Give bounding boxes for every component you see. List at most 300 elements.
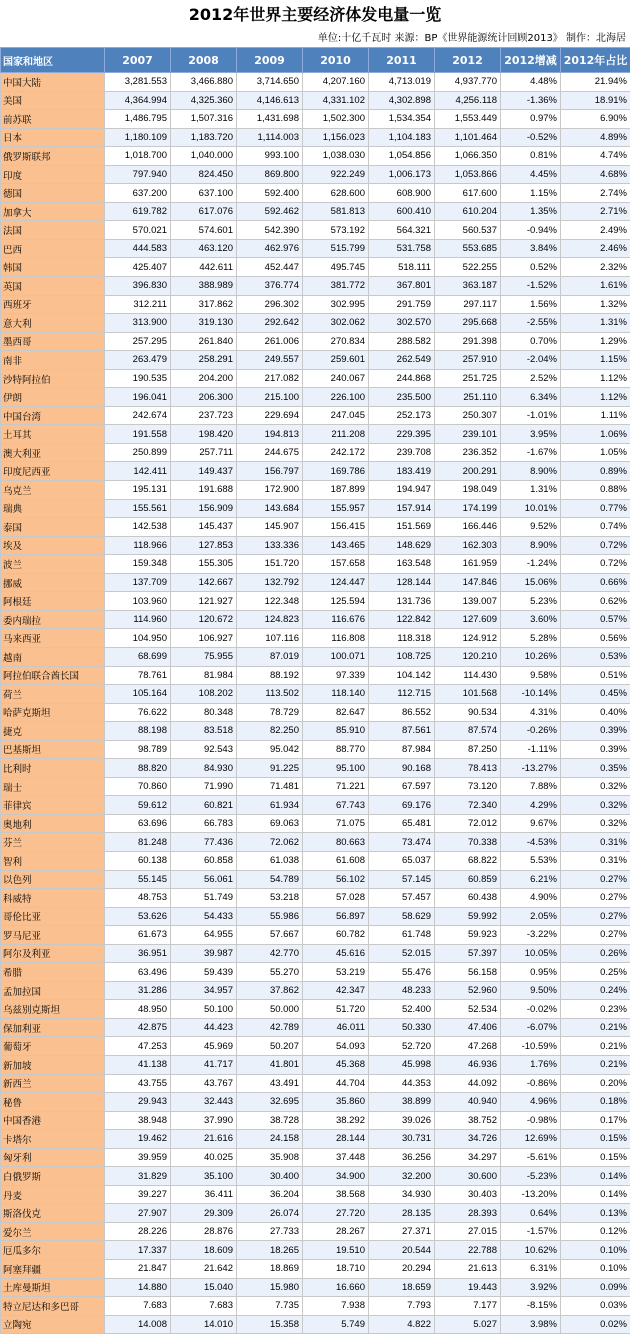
table-row — [1, 1130, 630, 1149]
country-cell: 加拿大 — [1, 202, 105, 221]
value-2008: 28.876 — [171, 1222, 237, 1241]
table-row — [1, 833, 630, 852]
value-2007: 98.789 — [105, 740, 171, 759]
value-2007: 19.462 — [105, 1130, 171, 1149]
change-2012: -0.86% — [501, 1074, 561, 1093]
value-2011: 302.570 — [369, 314, 435, 333]
value-2007: 797.940 — [105, 165, 171, 184]
value-2011: 1,104.183 — [369, 128, 435, 147]
value-2011: 65.481 — [369, 814, 435, 833]
country-cell: 巴基斯坦 — [1, 740, 105, 759]
value-2007: 29.943 — [105, 1093, 171, 1112]
value-2007: 104.950 — [105, 629, 171, 648]
table-row — [1, 1260, 630, 1279]
table-row — [1, 1278, 630, 1297]
value-2011: 50.330 — [369, 1018, 435, 1037]
value-2012: 59.992 — [435, 907, 501, 926]
value-2009: 42.789 — [237, 1018, 303, 1037]
value-2009: 172.900 — [237, 481, 303, 500]
value-2009: 1,114.003 — [237, 128, 303, 147]
share-2012: 0.21% — [561, 1018, 630, 1037]
value-2009: 42.770 — [237, 944, 303, 963]
value-2011: 7.793 — [369, 1297, 435, 1316]
change-2012: 1.35% — [501, 202, 561, 221]
table-row — [1, 277, 630, 296]
country-cell: 沙特阿拉伯 — [1, 369, 105, 388]
share-2012: 0.35% — [561, 759, 630, 778]
value-2011: 36.256 — [369, 1148, 435, 1167]
value-2007: 1,180.109 — [105, 128, 171, 147]
value-2011: 32.200 — [369, 1167, 435, 1186]
change-2012: 5.53% — [501, 851, 561, 870]
change-2012: -1.57% — [501, 1222, 561, 1241]
country-cell: 荷兰 — [1, 685, 105, 704]
country-cell: 乌克兰 — [1, 481, 105, 500]
value-2010: 381.772 — [303, 277, 369, 296]
value-2008: 106.927 — [171, 629, 237, 648]
table-row — [1, 1204, 630, 1223]
value-2012: 46.936 — [435, 1055, 501, 1074]
share-2012: 0.27% — [561, 907, 630, 926]
country-cell: 保加利亚 — [1, 1018, 105, 1037]
value-2007: 637.200 — [105, 184, 171, 203]
share-2012: 0.32% — [561, 796, 630, 815]
value-2012: 60.859 — [435, 870, 501, 889]
value-2007: 81.248 — [105, 833, 171, 852]
value-2010: 5.749 — [303, 1315, 369, 1334]
value-2009: 3,714.650 — [237, 73, 303, 92]
value-2008: 198.420 — [171, 425, 237, 444]
value-2007: 103.960 — [105, 592, 171, 611]
value-2008: 261.840 — [171, 332, 237, 351]
change-2012: -1.52% — [501, 277, 561, 296]
value-2012: 7.177 — [435, 1297, 501, 1316]
value-2010: 302.062 — [303, 314, 369, 333]
value-2007: 36.951 — [105, 944, 171, 963]
value-2011: 34.930 — [369, 1185, 435, 1204]
share-2012: 0.13% — [561, 1204, 630, 1223]
table-row — [1, 258, 630, 277]
value-2012: 68.822 — [435, 851, 501, 870]
country-cell: 白俄罗斯 — [1, 1167, 105, 1186]
value-2008: 4,325.360 — [171, 91, 237, 110]
share-2012: 2.71% — [561, 202, 630, 221]
value-2012: 200.291 — [435, 462, 501, 481]
value-2007: 63.696 — [105, 814, 171, 833]
value-2008: 51.749 — [171, 889, 237, 908]
value-2010: 573.192 — [303, 221, 369, 240]
value-2010: 53.219 — [303, 963, 369, 982]
country-cell: 罗马尼亚 — [1, 926, 105, 945]
share-2012: 0.18% — [561, 1093, 630, 1112]
value-2008: 84.930 — [171, 759, 237, 778]
value-2008: 81.984 — [171, 666, 237, 685]
country-cell: 奥地利 — [1, 814, 105, 833]
change-2012: -1.11% — [501, 740, 561, 759]
table-row — [1, 1185, 630, 1204]
value-2009: 88.192 — [237, 666, 303, 685]
country-cell: 阿塞拜疆 — [1, 1260, 105, 1279]
country-cell: 乌兹别克斯坦 — [1, 1000, 105, 1019]
value-2007: 425.407 — [105, 258, 171, 277]
value-2007: 196.041 — [105, 388, 171, 407]
value-2011: 112.715 — [369, 685, 435, 704]
share-2012: 0.09% — [561, 1278, 630, 1297]
value-2009: 869.800 — [237, 165, 303, 184]
value-2008: 45.969 — [171, 1037, 237, 1056]
country-cell: 孟加拉国 — [1, 981, 105, 1000]
change-2012: 6.34% — [501, 388, 561, 407]
value-2007: 39.227 — [105, 1185, 171, 1204]
value-2011: 39.026 — [369, 1111, 435, 1130]
value-2008: 60.858 — [171, 851, 237, 870]
value-2009: 151.720 — [237, 555, 303, 574]
share-2012: 0.56% — [561, 629, 630, 648]
country-cell: 伊朗 — [1, 388, 105, 407]
share-2012: 0.89% — [561, 462, 630, 481]
value-2009: 132.792 — [237, 573, 303, 592]
value-2007: 444.583 — [105, 239, 171, 258]
value-2010: 97.339 — [303, 666, 369, 685]
table-row — [1, 666, 630, 685]
value-2011: 20.294 — [369, 1260, 435, 1279]
value-2007: 619.782 — [105, 202, 171, 221]
value-2008: 127.853 — [171, 536, 237, 555]
value-2012: 250.307 — [435, 406, 501, 425]
value-2007: 105.164 — [105, 685, 171, 704]
table-row — [1, 629, 630, 648]
value-2011: 20.544 — [369, 1241, 435, 1260]
table-row — [1, 406, 630, 425]
change-2012: -13.27% — [501, 759, 561, 778]
change-2012: -0.94% — [501, 221, 561, 240]
share-2012: 2.46% — [561, 239, 630, 258]
value-2012: 101.568 — [435, 685, 501, 704]
value-2008: 64.955 — [171, 926, 237, 945]
electricity-table — [0, 47, 630, 1334]
table-row — [1, 369, 630, 388]
value-2008: 142.667 — [171, 573, 237, 592]
value-2008: 1,507.316 — [171, 110, 237, 129]
value-2009: 124.823 — [237, 610, 303, 629]
change-2012: 5.23% — [501, 592, 561, 611]
country-cell: 波兰 — [1, 555, 105, 574]
value-2011: 104.142 — [369, 666, 435, 685]
value-2008: 77.436 — [171, 833, 237, 852]
table-row — [1, 592, 630, 611]
country-cell: 特立尼达和多巴哥 — [1, 1297, 105, 1316]
share-2012: 0.32% — [561, 814, 630, 833]
value-2007: 38.948 — [105, 1111, 171, 1130]
value-2011: 229.395 — [369, 425, 435, 444]
value-2009: 15.358 — [237, 1315, 303, 1334]
value-2010: 38.568 — [303, 1185, 369, 1204]
value-2009: 27.733 — [237, 1222, 303, 1241]
share-2012: 0.14% — [561, 1167, 630, 1186]
value-2010: 922.249 — [303, 165, 369, 184]
value-2010: 581.813 — [303, 202, 369, 221]
table-row — [1, 1167, 630, 1186]
country-cell: 德国 — [1, 184, 105, 203]
country-cell: 俄罗斯联邦 — [1, 147, 105, 166]
value-2009: 53.218 — [237, 889, 303, 908]
value-2010: 46.011 — [303, 1018, 369, 1037]
value-2009: 4,146.613 — [237, 91, 303, 110]
country-cell: 菲律宾 — [1, 796, 105, 815]
country-cell: 瑞士 — [1, 777, 105, 796]
value-2012: 22.788 — [435, 1241, 501, 1260]
value-2008: 574.601 — [171, 221, 237, 240]
value-2011: 52.400 — [369, 1000, 435, 1019]
value-2008: 1,040.000 — [171, 147, 237, 166]
value-2011: 291.759 — [369, 295, 435, 314]
value-2012: 139.007 — [435, 592, 501, 611]
value-2008: 43.767 — [171, 1074, 237, 1093]
table-row — [1, 889, 630, 908]
value-2012: 251.725 — [435, 369, 501, 388]
table-row — [1, 128, 630, 147]
value-2012: 52.960 — [435, 981, 501, 1000]
value-2011: 4,713.019 — [369, 73, 435, 92]
country-cell: 印度尼西亚 — [1, 462, 105, 481]
value-2009: 107.116 — [237, 629, 303, 648]
value-2007: 7.683 — [105, 1297, 171, 1316]
value-2011: 183.419 — [369, 462, 435, 481]
share-2012: 0.57% — [561, 610, 630, 629]
value-2007: 21.847 — [105, 1260, 171, 1279]
share-2012: 4.89% — [561, 128, 630, 147]
value-2010: 125.594 — [303, 592, 369, 611]
country-cell: 印度 — [1, 165, 105, 184]
value-2008: 191.688 — [171, 481, 237, 500]
share-2012: 0.77% — [561, 499, 630, 518]
value-2008: 3,466.880 — [171, 73, 237, 92]
value-2008: 319.130 — [171, 314, 237, 333]
value-2012: 251.110 — [435, 388, 501, 407]
value-2009: 41.801 — [237, 1055, 303, 1074]
value-2007: 142.538 — [105, 518, 171, 537]
value-2010: 628.600 — [303, 184, 369, 203]
share-2012: 4.74% — [561, 147, 630, 166]
country-cell: 挪威 — [1, 573, 105, 592]
value-2007: 55.145 — [105, 870, 171, 889]
header-2010: 2010 — [303, 48, 369, 73]
change-2012: 8.90% — [501, 462, 561, 481]
change-2012: 9.67% — [501, 814, 561, 833]
value-2010: 71.075 — [303, 814, 369, 833]
value-2011: 128.144 — [369, 573, 435, 592]
value-2011: 55.476 — [369, 963, 435, 982]
share-2012: 0.12% — [561, 1222, 630, 1241]
share-2012: 2.49% — [561, 221, 630, 240]
value-2008: 15.040 — [171, 1278, 237, 1297]
value-2010: 80.663 — [303, 833, 369, 852]
value-2011: 90.168 — [369, 759, 435, 778]
value-2009: 217.082 — [237, 369, 303, 388]
value-2009: 32.695 — [237, 1093, 303, 1112]
value-2011: 4.822 — [369, 1315, 435, 1334]
share-2012: 1.11% — [561, 406, 630, 425]
page-subtitle: 单位:十亿千瓦时 来源：BP《世界能源统计回顾2013》 制作：北海居 — [0, 30, 630, 47]
value-2012: 57.397 — [435, 944, 501, 963]
change-2012: -10.59% — [501, 1037, 561, 1056]
change-2012: 1.76% — [501, 1055, 561, 1074]
value-2007: 263.479 — [105, 351, 171, 370]
share-2012: 0.51% — [561, 666, 630, 685]
table-row — [1, 907, 630, 926]
value-2007: 1,018.700 — [105, 147, 171, 166]
country-cell: 马来西亚 — [1, 629, 105, 648]
value-2011: 122.842 — [369, 610, 435, 629]
value-2008: 258.291 — [171, 351, 237, 370]
value-2008: 80.348 — [171, 703, 237, 722]
table-row — [1, 1315, 630, 1334]
table-row — [1, 110, 630, 129]
value-2008: 1,183.720 — [171, 128, 237, 147]
value-2008: 41.717 — [171, 1055, 237, 1074]
value-2009: 244.675 — [237, 443, 303, 462]
value-2007: 27.907 — [105, 1204, 171, 1223]
value-2009: 993.100 — [237, 147, 303, 166]
change-2012: 4.29% — [501, 796, 561, 815]
value-2007: 88.820 — [105, 759, 171, 778]
value-2012: 1,066.350 — [435, 147, 501, 166]
value-2009: 57.667 — [237, 926, 303, 945]
country-cell: 土耳其 — [1, 425, 105, 444]
change-2012: 1.15% — [501, 184, 561, 203]
country-cell: 泰国 — [1, 518, 105, 537]
country-cell: 以色列 — [1, 870, 105, 889]
value-2012: 297.117 — [435, 295, 501, 314]
change-2012: -4.53% — [501, 833, 561, 852]
share-2012: 0.24% — [561, 981, 630, 1000]
value-2009: 122.348 — [237, 592, 303, 611]
value-2012: 21.613 — [435, 1260, 501, 1279]
value-2010: 51.720 — [303, 1000, 369, 1019]
change-2012: 2.05% — [501, 907, 561, 926]
value-2009: 292.642 — [237, 314, 303, 333]
value-2010: 143.465 — [303, 536, 369, 555]
value-2010: 116.808 — [303, 629, 369, 648]
value-2008: 44.423 — [171, 1018, 237, 1037]
value-2012: 19.443 — [435, 1278, 501, 1297]
change-2012: -1.67% — [501, 443, 561, 462]
value-2008: 637.100 — [171, 184, 237, 203]
share-2012: 0.39% — [561, 740, 630, 759]
value-2011: 57.457 — [369, 889, 435, 908]
country-cell: 斯洛伐克 — [1, 1204, 105, 1223]
value-2008: 75.955 — [171, 647, 237, 666]
value-2007: 59.612 — [105, 796, 171, 815]
change-2012: -2.55% — [501, 314, 561, 333]
header-change-2012: 2012增减 — [501, 48, 561, 73]
value-2009: 296.302 — [237, 295, 303, 314]
value-2007: 257.295 — [105, 332, 171, 351]
table-row — [1, 443, 630, 462]
value-2011: 57.145 — [369, 870, 435, 889]
value-2007: 313.900 — [105, 314, 171, 333]
country-cell: 丹麦 — [1, 1185, 105, 1204]
value-2007: 68.699 — [105, 647, 171, 666]
value-2010: 7.938 — [303, 1297, 369, 1316]
change-2012: 1.31% — [501, 481, 561, 500]
value-2008: 149.437 — [171, 462, 237, 481]
value-2007: 118.966 — [105, 536, 171, 555]
value-2011: 86.552 — [369, 703, 435, 722]
value-2007: 17.337 — [105, 1241, 171, 1260]
value-2011: 87.984 — [369, 740, 435, 759]
value-2012: 28.393 — [435, 1204, 501, 1223]
share-2012: 2.32% — [561, 258, 630, 277]
change-2012: -1.24% — [501, 555, 561, 574]
table-row — [1, 981, 630, 1000]
country-cell: 瑞典 — [1, 499, 105, 518]
table-row — [1, 536, 630, 555]
table-row — [1, 722, 630, 741]
value-2009: 145.907 — [237, 518, 303, 537]
value-2007: 191.558 — [105, 425, 171, 444]
change-2012: 9.52% — [501, 518, 561, 537]
value-2008: 257.711 — [171, 443, 237, 462]
table-row — [1, 610, 630, 629]
value-2008: 317.862 — [171, 295, 237, 314]
value-2007: 4,364.994 — [105, 91, 171, 110]
value-2012: 257.910 — [435, 351, 501, 370]
value-2011: 52.015 — [369, 944, 435, 963]
change-2012: 0.81% — [501, 147, 561, 166]
table-row — [1, 314, 630, 333]
value-2009: 143.684 — [237, 499, 303, 518]
value-2009: 452.447 — [237, 258, 303, 277]
value-2009: 72.062 — [237, 833, 303, 852]
share-2012: 0.17% — [561, 1111, 630, 1130]
value-2009: 55.986 — [237, 907, 303, 926]
header-country: 国家和地区 — [1, 48, 105, 73]
value-2009: 592.462 — [237, 202, 303, 221]
country-cell: 土库曼斯坦 — [1, 1278, 105, 1297]
value-2011: 65.037 — [369, 851, 435, 870]
value-2012: 27.015 — [435, 1222, 501, 1241]
value-2007: 47.253 — [105, 1037, 171, 1056]
value-2011: 608.900 — [369, 184, 435, 203]
value-2009: 43.491 — [237, 1074, 303, 1093]
value-2008: 120.672 — [171, 610, 237, 629]
value-2010: 100.071 — [303, 647, 369, 666]
value-2010: 35.860 — [303, 1093, 369, 1112]
share-2012: 1.31% — [561, 314, 630, 333]
table-row — [1, 814, 630, 833]
value-2007: 70.860 — [105, 777, 171, 796]
share-2012: 1.06% — [561, 425, 630, 444]
country-cell: 智利 — [1, 851, 105, 870]
table-row — [1, 73, 630, 92]
table-row — [1, 221, 630, 240]
value-2008: 35.100 — [171, 1167, 237, 1186]
share-2012: 0.39% — [561, 722, 630, 741]
value-2010: 240.067 — [303, 369, 369, 388]
change-2012: -13.20% — [501, 1185, 561, 1204]
value-2012: 291.398 — [435, 332, 501, 351]
value-2011: 4,302.898 — [369, 91, 435, 110]
value-2008: 92.543 — [171, 740, 237, 759]
change-2012: 3.60% — [501, 610, 561, 629]
table-row — [1, 759, 630, 778]
change-2012: 12.69% — [501, 1130, 561, 1149]
table-row — [1, 740, 630, 759]
value-2009: 91.225 — [237, 759, 303, 778]
country-cell: 中国大陆 — [1, 73, 105, 92]
value-2010: 116.676 — [303, 610, 369, 629]
